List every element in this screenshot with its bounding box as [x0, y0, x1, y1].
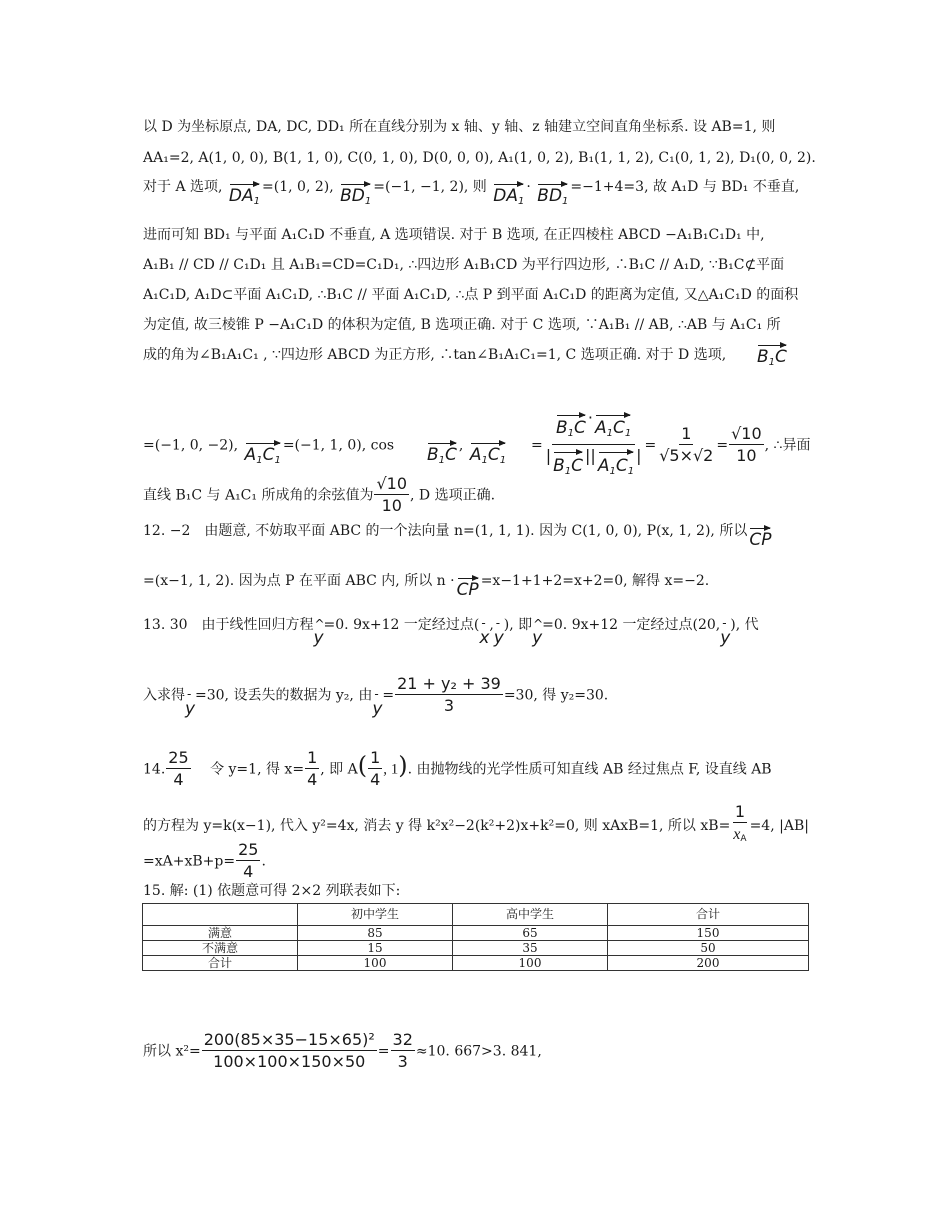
text: =(−1, −1, 2), 则 — [373, 179, 487, 195]
q14-line-2: 的方程为 y=k(x−1), 代入 y²=4x, 消去 y 得 k²x²−2(k²+2)x+k²=0, 则 xAxB=1, 所以 xB= $\frac{1}{x_A}$ =4, |AB| — [143, 802, 809, 850]
vector-B1C: $B_1C$ — [757, 342, 787, 372]
q13-line-1: 13. 30 由于线性回归方程^ y=0. 9x+12 一定经过点(- x,- y), 即^ y=0. 9x+12 一定经过点(20,- y), 代 — [143, 616, 759, 647]
table-header-cell: 高中学生 — [453, 904, 608, 926]
vector-A1C1: $A_1C_1$ — [245, 440, 281, 470]
cos-fraction: $\frac{B_1C\cdot A_1C_1}{|B_1C||A_1C_1|}$ — [544, 408, 644, 483]
fraction-sqrt10-over-10: $\frac{√10}{10}$ — [731, 424, 762, 465]
text: · — [526, 179, 531, 195]
text: =−1+4=3, 故 A₁D 与 BD₁ 不垂直, — [570, 179, 800, 195]
vector-A1C1: $A_1C_1$ — [470, 440, 506, 470]
table-cell: 100 — [298, 956, 453, 971]
q11-line-1: 以 D 为坐标原点, DA, DC, DD₁ 所在直线分别为 x 轴、y 轴、z 轴建立空间直角坐标系. 设 AB=1, 则 — [143, 119, 776, 135]
y-hat: ^ y — [532, 629, 542, 647]
table-cell: 35 — [453, 941, 608, 956]
vector-DA1: $DA_1$ — [229, 181, 260, 211]
vector-CP: CP — [457, 575, 479, 599]
text: =x−1+1+2=x+2=0, 解得 x=−2. — [480, 573, 710, 589]
table-cell: 50 — [608, 941, 809, 956]
q15-intro: 15. 解: (1) 依题意可得 2×2 列联表如下: — [143, 883, 401, 899]
table-cell: 150 — [608, 926, 809, 941]
q11-line-6: A₁C₁D, A₁D⊂平面 A₁C₁D, ∴B₁C // 平面 A₁C₁D, ∴点 P 到平面 A₁C₁D 的距离为定值, 又△A₁C₁D 的面积 — [143, 287, 799, 303]
y-bar: - y — [372, 700, 382, 718]
vector-DA1: $DA_1$ — [493, 181, 524, 211]
answer-fraction: $\frac{25}{4}$ — [238, 840, 259, 881]
table-header-cell — [143, 904, 298, 926]
text: 对于 A 选项, — [143, 179, 223, 195]
table-cell: 85 — [298, 926, 453, 941]
text: 成的角为∠B₁A₁C₁ , ∵四边形 ABCD 为正方形, ∴tan∠B₁A₁C₁=1, C 选项正确. 对于 D 选项, — [143, 347, 727, 363]
chi-square-fraction: $\frac{\text{200(85×35−15×65)²}}{100\times 100\times 150\times 50}$ — [203, 1030, 375, 1071]
q11-line-8 — [143, 346, 787, 368]
table-cell: 不满意 — [143, 941, 298, 956]
table-header-cell: 初中学生 — [298, 904, 453, 926]
text: =(x−1, 1, 2). 因为点 P 在平面 ABC 内, 所以 n · — [143, 573, 455, 589]
table-header-cell: 合计 — [608, 904, 809, 926]
q11-line-4: 进而可知 BD₁ 与平面 A₁C₁D 不垂直, A 选项错误. 对于 B 选项, 在正四棱柱 ABCD −A₁B₁C₁D₁ 中, — [143, 227, 765, 243]
answer-fraction: $\frac{25}{4}$ — [168, 748, 189, 789]
y-bar: - y — [720, 629, 730, 647]
q13-line-2: 入求得- y=30, 设丢失的数据为 y₂, 由- y= $\frac{\text{21 + y₂ + 39}}{3}$ =30, 得 y₂=30. — [143, 674, 608, 718]
q11-line-2: AA₁=2, A(1, 0, 0), B(1, 1, 0), C(0, 1, 0), D(0, 0, 0), A₁(1, 0, 2), B₁(1, 1, 2), C₁(0, 1, 2), D₁(0, 0, 2). — [143, 150, 816, 166]
y-bar: - y — [185, 700, 195, 718]
text: = — [530, 437, 543, 454]
x-bar: - x — [479, 629, 489, 647]
table-row — [143, 926, 809, 941]
vector-BD1: $BD_1$ — [340, 181, 371, 211]
table-row — [143, 956, 809, 971]
table-cell: 65 — [453, 926, 608, 941]
table-cell: 200 — [608, 956, 809, 971]
text: =(−1, 1, 0), cos — [282, 437, 395, 454]
q14-line-3: =xA+xB+p= $\frac{25}{4}$ . — [143, 840, 266, 881]
y-hat: ^ y — [314, 629, 324, 647]
quarter-fraction: $\frac{1}{4}$ — [307, 748, 318, 789]
contingency-table — [142, 903, 809, 971]
quarter-fraction: $\frac{1}{4}$ — [370, 748, 381, 789]
text: 12. −2 由题意, 不妨取平面 ABC 的一个法向量 n=(1, 1, 1). 因为 C(1, 0, 0), P(x, 1, 2), 所以 — [143, 523, 748, 539]
table-cell: 满意 — [143, 926, 298, 941]
q12-line-2 — [143, 572, 709, 599]
text: , D 选项正确. — [410, 487, 496, 504]
q11-line-5: A₁B₁ // CD // C₁D₁ 且 A₁B₁=CD=C₁D₁, ∴四边形 A₁B₁CD 为平行四边形, ∴B₁C // A₁D, ∵B₁C⊄平面 — [143, 257, 785, 273]
table-header-row — [143, 904, 809, 926]
fraction-sqrt10-over-10: $\frac{√10}{10}$ — [376, 474, 408, 515]
q11-line-7: 为定值, 故三棱锥 P −A₁C₁D 的体积为定值, B 选项正确. 对于 C 选项, ∵A₁B₁ // AB, ∴AB 与 A₁C₁ 所 — [143, 317, 781, 333]
table-cell: 100 — [453, 956, 608, 971]
vector-CP: CP — [749, 525, 771, 549]
q11-line-9: =(−1, 0, −2), $A_1C_1=(-1$, 1, 0), $\cos B_1C$ , $A_1C_1$ = $\frac{B_1C\cdot A_1C_1}{|B_1C||A_1C_1|}$ = $\frac{1}{√5\times√2}$ = $\frac{√10}{10}$ , ∴异面 — [143, 408, 810, 483]
y-bar: - y — [494, 629, 504, 647]
table-cell: 15 — [298, 941, 453, 956]
text: 直线 B₁C 与 A₁C₁ 所成角的余弦值为 — [143, 487, 374, 504]
q11-line-10 — [143, 474, 495, 517]
mean-fraction: $\frac{\text{21 + y₂ + 39}}{3}$ — [397, 674, 501, 715]
text: =(−1, 0, −2), — [143, 437, 239, 454]
q14-line-1: 14. $\frac{25}{4}$ 令 y=1, 得 x= $\frac{1}{4}$ , 即 A( $\frac{1}{4}$ , 1). 由抛物线的光学性质可知直线 AB 经过焦点 F, 设直线 AB — [143, 748, 772, 789]
vector-B1C: $B_1C$ — [427, 440, 457, 470]
chi-square-line: 所以 x²= $\frac{\text{200(85×35−15×65)²}}{100\times 100\times 150\times 50}$ = $\frac{32}{3}$ ≈10. 667>3. 841, — [143, 1030, 542, 1071]
fraction-1-over-sqrt: $\frac{1}{√5\times√2}$ — [659, 424, 714, 465]
q12-line-1 — [143, 522, 773, 549]
table-cell: 合计 — [143, 956, 298, 971]
vector-BD1: $BD_1$ — [537, 181, 568, 211]
q11-line-3 — [143, 178, 799, 211]
one-over-xA: $\frac{1}{x_A}$ — [733, 802, 747, 844]
result-fraction: $\frac{32}{3}$ — [392, 1030, 413, 1071]
text: , ∴异面 — [764, 437, 811, 454]
table-row — [143, 941, 809, 956]
text: =(1, 0, 2), — [262, 179, 334, 195]
